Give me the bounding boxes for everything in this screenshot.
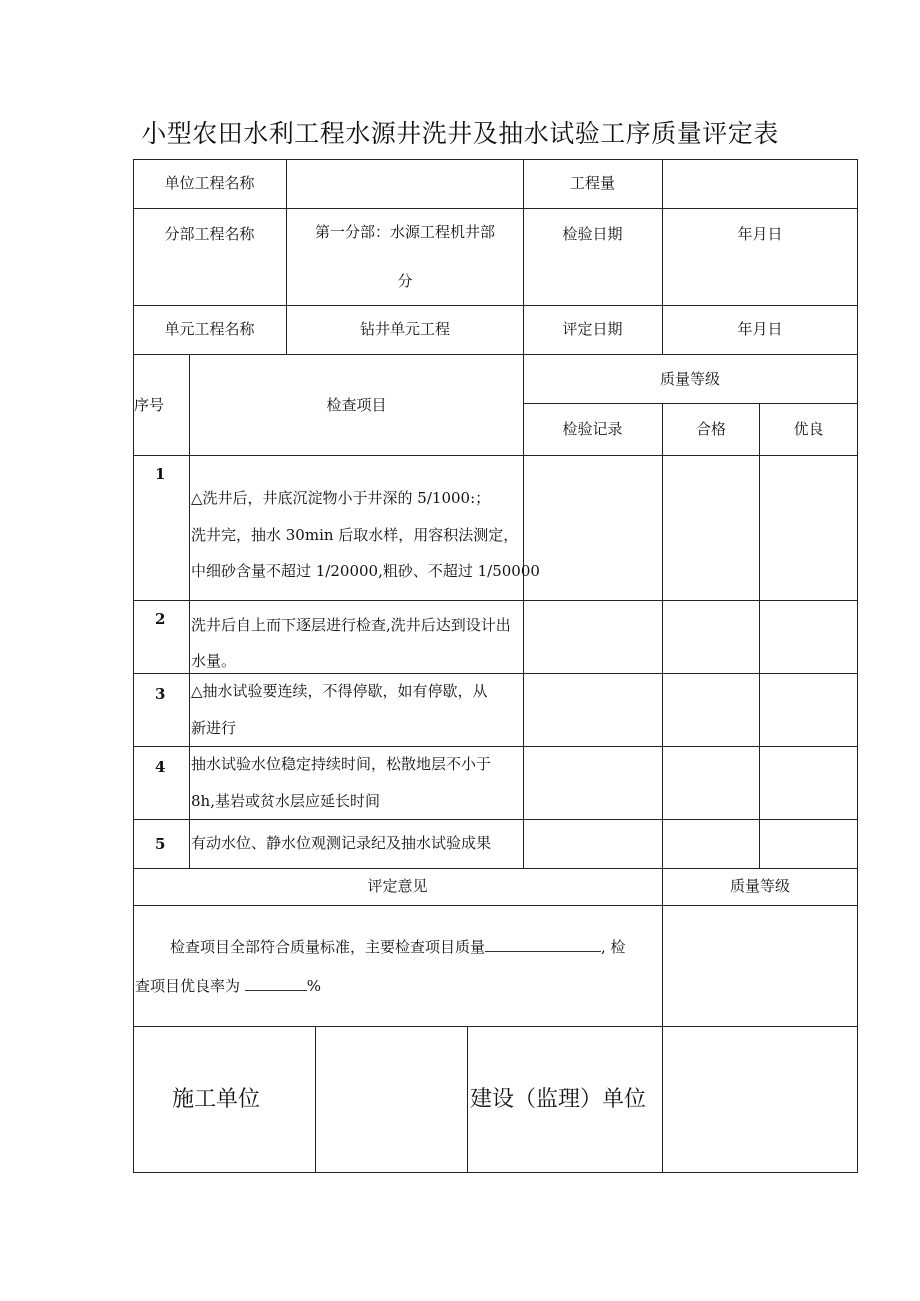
item-number: 3 [155,685,166,703]
row-divider [133,455,858,456]
col-divider [662,868,663,1173]
element-label: 单元工程名称 [164,320,255,338]
row-divider [133,673,858,674]
col-excellent-header: 优良 [793,420,824,438]
row-divider [133,305,858,306]
col-grade-header: 质量等级 [659,370,720,388]
col-divider [315,1026,316,1173]
element-value: 钻井单元工程 [359,320,450,338]
item-number: 4 [155,758,166,776]
evaluation-text-line1 [170,937,626,957]
col-divider [523,159,524,869]
item-text: 8h,基岩或贫水层应延长时间 [191,792,380,810]
row-divider [523,403,858,404]
item-text: 洗井完，抽水 30min 后取水样，用容积法测定， [191,526,519,544]
table-border-right [857,159,858,1173]
col-record-header: 检验记录 [562,420,623,438]
evaluation-text-line2 [135,976,321,996]
opinion-label: 评定意见 [367,877,428,895]
col-divider [467,1026,468,1173]
evaluation-text: 查项目优良率为 [135,977,241,995]
col-divider [189,354,190,869]
item-number: 1 [155,465,166,483]
inspect-date-label: 检验日期 [562,225,623,243]
item-text: 新进行 [191,719,237,737]
row-divider [133,354,858,355]
col-divider [662,403,663,869]
evaluation-text: 检查项目全部符合质量标准，主要检查项目质量 [170,938,486,956]
item-text: △抽水试验要连续，不得停歇，如有停歇，从 [191,682,488,700]
item-number: 2 [155,610,166,628]
excellence-rate-blank [245,976,307,991]
quantity-label: 工程量 [569,174,615,192]
evaluation-text: , 检 [601,938,626,956]
eval-date-label: 评定日期 [562,320,623,338]
row-divider [133,208,858,209]
unit-project-label: 单位工程名称 [164,174,255,192]
item-text: △洗井后，井底沉淀物小于井深的 5/1000:； [191,489,491,507]
page-title: 小型农田水利工程水源井洗井及抽水试验工序质量评定表 [141,119,779,148]
row-divider [133,905,858,906]
division-value-line1: 第一分部：水源工程机井部 [314,223,495,241]
row-divider [133,819,858,820]
item-number: 5 [155,835,166,853]
percent-sign: % [306,977,322,995]
division-value-line2: 分 [397,272,413,290]
row-divider [133,868,858,869]
main-item-grade-blank [485,937,601,952]
item-text: 抽水试验水位稳定持续时间，松散地层不小于 [191,755,492,773]
col-item-header: 检查项目 [326,396,387,414]
col-pass-header: 合格 [695,420,726,438]
row-divider [133,600,858,601]
col-divider [759,403,760,869]
item-text: 水量。 [191,652,237,670]
grade-label: 质量等级 [729,877,790,895]
construction-unit-label: 施工单位 [172,1087,261,1112]
table-border-left [133,159,134,1173]
item-text: 洗井后自上而下逐层进行检查,洗井后达到设计出 [191,616,511,634]
division-label: 分部工程名称 [164,225,255,243]
item-text: 中细砂含量不超过 1/20000,粗砂、不超过 1/50000 [191,562,540,580]
row-divider [133,1026,858,1027]
table-border-top [133,159,858,160]
col-seq-header: 序号 [134,396,165,414]
inspect-date-value: 年月日 [737,225,783,243]
eval-date-value: 年月日 [737,320,783,338]
table-border-bottom [133,1172,858,1173]
row-divider [133,746,858,747]
supervision-unit-label: 建设（监理）单位 [470,1087,647,1112]
item-text: 有动水位、静水位观测记录纪及抽水试验成果 [191,834,492,852]
